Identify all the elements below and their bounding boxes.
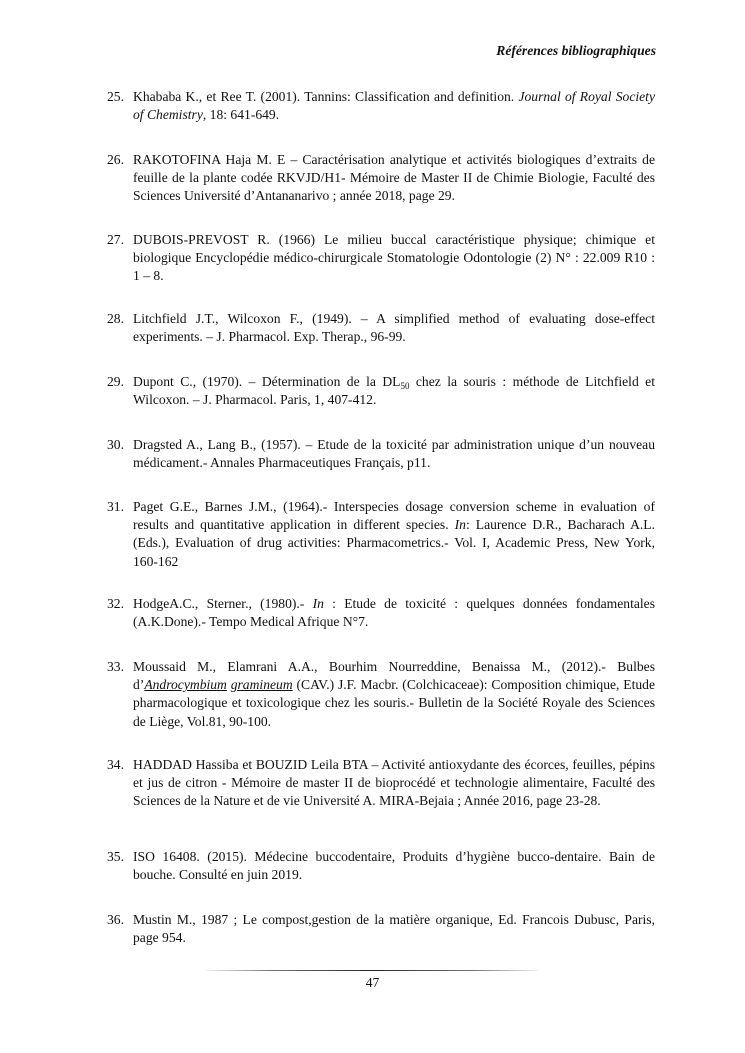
reference-item [107, 911, 655, 947]
page-number: 47 [365, 975, 380, 990]
reference-item [107, 498, 655, 571]
reference-text [133, 595, 655, 631]
page-header-title: Références bibliographiques [496, 43, 656, 58]
reference-text-fragment: In [312, 596, 324, 611]
reference-item [107, 756, 655, 811]
reference-number: 30. [107, 437, 124, 452]
reference-text-fragment: ISO 16408. (2015). Médecine buccodentaire, Produits d’hygiène bucco-dentaire. Bain de bouche. Consulté en juin 2019. [133, 849, 655, 883]
reference-text-fragment: : Etude de toxicité : quelques données fondamentales (A.K.Done).- Tempo Medical Afrique N°7. [133, 596, 655, 630]
reference-item [107, 848, 655, 884]
reference-text-fragment: (CAV.) J.F. Macbr. (Colchicaceae): Composition chimique, Etude pharmacologique et toxicologique chez les souris.- Bulletin de la Société Royale des Sciences de Liège, Vol.81, 90-100. [133, 677, 655, 729]
reference-text-fragment: Journal of Royal Society of Chemistry [133, 89, 655, 123]
reference-text [133, 88, 655, 124]
reference-item [107, 231, 655, 286]
reference-text-fragment: In [454, 517, 466, 533]
reference-text [133, 310, 655, 346]
reference-text-fragment: Moussaid M., Elamrani A.A., Bourhim Nourreddine, Benaissa M., (2012).- Bulbes d’ [133, 659, 655, 693]
reference-text-fragment: Mustin M., 1987 ; Le compost,gestion de la matière organique, Ed. Francois Dubusc, Paris, page 954. [133, 912, 655, 946]
reference-text [133, 151, 655, 206]
reference-number: 35. [107, 849, 124, 864]
reference-number: 25. [107, 89, 124, 104]
reference-item [107, 151, 655, 206]
footer-divider [206, 970, 538, 971]
reference-text [133, 373, 655, 409]
reference-text [133, 498, 655, 571]
reference-text [133, 658, 655, 731]
reference-item [107, 88, 655, 124]
reference-text-fragment: Dragsted A., Lang B., (1957). – Etude de la toxicité par administration unique d’un nouveau médicament.- Annales Pharmaceutiques Français, p11. [133, 437, 655, 471]
reference-number: 26. [107, 152, 124, 167]
reference-text-fragment: gramineum [230, 677, 293, 693]
reference-text [133, 756, 655, 811]
reference-text [133, 436, 655, 472]
reference-item [107, 436, 655, 472]
reference-number: 33. [107, 659, 124, 674]
reference-text-fragment: DUBOIS-PREVOST R. (1966) Le milieu buccal caractéristique physique; chimique et biologique Encyclopédie médico-chirurgicale Stomatologie Odontologie (2) N° : 22.009 R10 : 1 – 8. [133, 232, 655, 284]
reference-number: 29. [107, 374, 124, 389]
reference-text [133, 848, 655, 884]
reference-number: 34. [107, 757, 124, 772]
subscript-text: 50 [400, 381, 410, 391]
reference-item [107, 310, 655, 346]
reference-text-fragment: , 18: 641-649. [202, 107, 280, 123]
reference-text-fragment: : Laurence D.R., Bacharach A.L. (Eds.), Evaluation of drug activities: Pharmacometrics.- Vol. I, Academic Press, New York, 160-162 [133, 517, 655, 569]
reference-text-fragment: chez la souris : méthode de Litchfield et Wilcoxon. – J. Pharmacol. Paris, 1, 407-412. [133, 374, 655, 408]
reference-text-fragment: HodgeA.C., Sterner., (1980).- [133, 596, 313, 611]
reference-text [133, 231, 655, 286]
reference-number: 27. [107, 232, 124, 247]
reference-text-fragment: Litchfield J.T., Wilcoxon F., (1949). – A simplified method of evaluating dose-effect experiments. – J. Pharmacol. Exp. Therap., 96-99. [133, 311, 655, 345]
reference-text-fragment: Khababa K., et Ree T. (2001). Tannins: Classification and definition. [133, 89, 519, 104]
reference-number: 31. [107, 499, 124, 514]
reference-text-fragment: Paget G.E., Barnes J.M., (1964).- Interspecies dosage conversion scheme in evaluation of results and quantitative application in different species. [133, 499, 655, 533]
reference-text-fragment: Dupont C., (1970). – Détermination de la DL [133, 374, 401, 389]
reference-text [133, 911, 655, 947]
reference-number: 28. [107, 311, 124, 326]
reference-item [107, 658, 655, 731]
reference-text-fragment: RAKOTOFINA Haja M. E – Caractérisation analytique et activités biologiques d’extraits de feuille de la plante codée RKVJD/H1- Mémoire de Master II de Chimie Biologie, Faculté des Sciences Université d’Antananarivo ; année 2018, page 29. [133, 152, 655, 204]
reference-item [107, 373, 655, 409]
reference-text-fragment: HADDAD Hassiba et BOUZID Leila BTA – Activité antioxydante des écorces, feuilles, pépins et jus de citron - Mémoire de master II de bioprocédé et technologie alimentaire, Faculté des Sciences de la Nature et de vie Université A. MIRA-Bejaia ; Année 2016, page 23-28. [133, 757, 655, 809]
reference-item [107, 595, 655, 631]
reference-number: 36. [107, 912, 124, 927]
reference-text-fragment: Androcymbium [144, 677, 227, 693]
reference-number: 32. [107, 596, 124, 611]
